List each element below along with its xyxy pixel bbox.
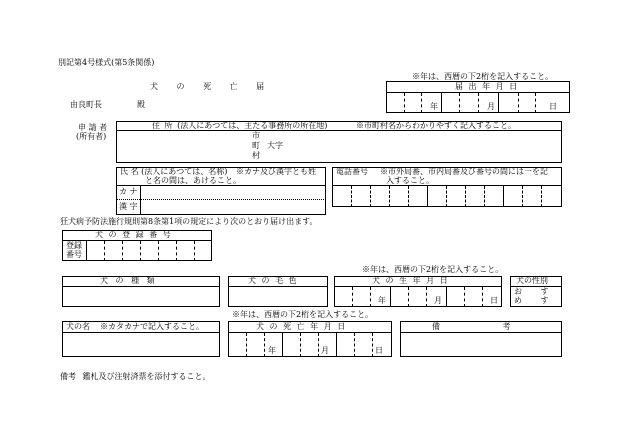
form-title: 犬 の 死 亡 届 (150, 82, 265, 91)
sex-male: お す (514, 287, 549, 296)
phone-note-1: ※市外局番、市内局番及び番号の間には一を記 (380, 167, 548, 176)
registration-label-1: 登録 (66, 241, 82, 250)
year-digits-note: ※年は、西暦の下2桁を記入すること。 (412, 72, 554, 81)
addressee: 由良町長 (70, 100, 102, 109)
death-date-header: 犬 の 死 亡 年 月 日 (256, 322, 346, 331)
city-char-machi: 町 (252, 141, 260, 150)
address-label: 住 所 (法人にあつては、主たる事務所の所在地) (152, 121, 328, 130)
submission-date-header: 届 出 年 月 日 (455, 82, 518, 91)
addressee-suffix: 殿 (137, 100, 145, 109)
name-note-2: と名の間は、あけること。 (145, 176, 241, 185)
sex-female: め す (514, 296, 549, 305)
name-note-1: ※カナ及び漢字とも姓 (236, 167, 316, 176)
applicant-label-sub: (所有者) (76, 132, 107, 141)
year-digits-note-3: ※年は、西暦の下2桁を記入すること。 (232, 310, 374, 319)
oaza-label: 大字 (267, 141, 283, 150)
coat-header: 犬 の 毛 色 (248, 276, 297, 285)
declaration-text: 狂犬病予防法施行規則第8条第1項の規定により次のとおり届け出ます。 (60, 217, 318, 226)
death-month-label: 月 (321, 346, 329, 355)
registration-label-2: 番号 (66, 250, 82, 259)
footer-note: 備考 鑑札及び注射済票を添付すること。 (60, 372, 211, 381)
city-char-shi: 市 (252, 131, 260, 140)
birth-year-label: 年 (378, 296, 386, 305)
birth-date-header: 犬 の 生 年 月 日 (372, 276, 448, 285)
death-day-label: 日 (375, 346, 383, 355)
municipality-note: ※市町村名からわかりやすく記入すること。 (356, 121, 516, 130)
birth-day-label: 日 (490, 296, 498, 305)
form-reference: 別記第4号様式(第5条関係) (58, 58, 155, 67)
name-label: 氏 名 (法人にあつては、名称) (120, 167, 228, 176)
phone-label: 電話番号 (336, 167, 368, 176)
sex-header: 犬の性別 (516, 276, 548, 285)
submission-day-label: 日 (549, 102, 557, 111)
death-year-label: 年 (268, 346, 276, 355)
city-char-mura: 村 (252, 151, 260, 160)
registration-header: 犬 の 登 録 番 号 (95, 230, 171, 239)
submission-month-label: 月 (487, 102, 495, 111)
applicant-label: 申 請 者 (78, 123, 108, 132)
breed-header: 犬 の 種 類 (100, 276, 155, 285)
remarks-header: 備 考 (432, 322, 511, 331)
kana-label: カ ナ (119, 187, 138, 196)
submission-year-label: 年 (430, 102, 438, 111)
year-digits-note-2: ※年は、西暦の下2桁を記入すること。 (362, 265, 504, 274)
birth-month-label: 月 (434, 296, 442, 305)
kanji-label: 漢 字 (119, 202, 138, 211)
katakana-note: ※カタカナで記入すること。 (100, 322, 204, 331)
dog-name-label: 犬の名 (66, 322, 90, 331)
phone-note-2: 入すること。 (386, 176, 434, 185)
